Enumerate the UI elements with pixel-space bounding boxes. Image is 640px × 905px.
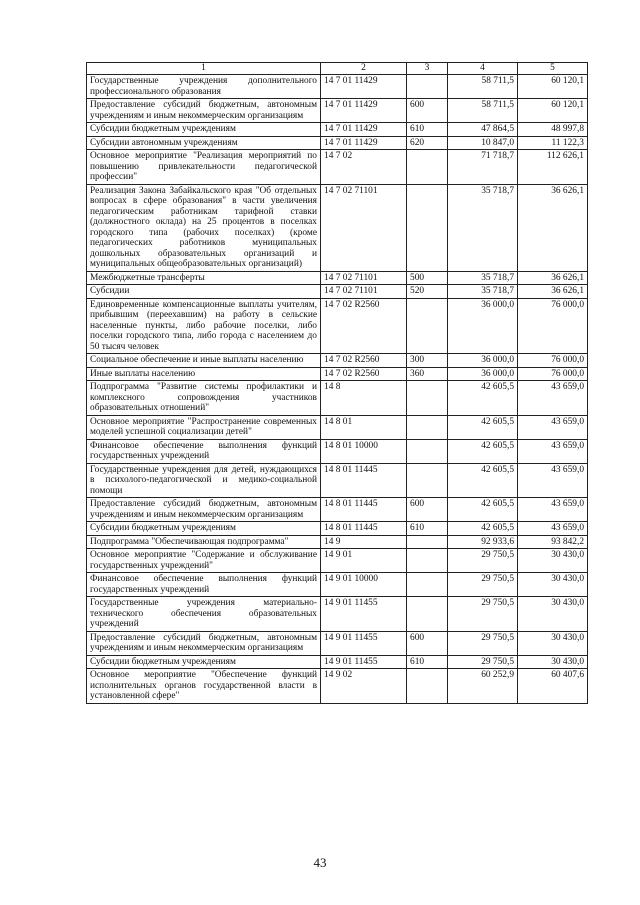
row-expense-type-cell: 610 [407, 655, 448, 669]
row-expense-type-cell [407, 298, 448, 354]
row-value-year1-cell: 58 711,5 [448, 99, 518, 123]
row-code-cell: 14 7 02 71101 [321, 271, 407, 285]
row-code-cell: 14 9 01 11455 [321, 655, 407, 669]
row-name-cell: Реализация Закона Забайкальского края "Об отдельных вопросах в сфере образования" в части увеличения педагогическим работникам тарифной ставки (должностного оклада) на 25 процентов в поселках городского типа (рабочих поселках) (кроме педагогических работников муниципальных дошкольных образовательных организаций и муниципальных общеобразовательных организаций) [87, 184, 321, 271]
row-code-cell: 14 7 02 71101 [321, 184, 407, 271]
row-value-year2-cell: 36 626,1 [518, 271, 588, 285]
row-expense-type-cell [407, 463, 448, 498]
row-value-year2-cell: 30 430,0 [518, 655, 588, 669]
row-name-cell: Финансовое обеспечение выполнения функций государственных учреждений [87, 573, 321, 597]
table-row [87, 655, 588, 669]
row-value-year2-cell: 30 430,0 [518, 573, 588, 597]
row-expense-type-cell [407, 669, 448, 704]
table-row [87, 367, 588, 381]
table-row [87, 498, 588, 522]
row-expense-type-cell [407, 573, 448, 597]
row-expense-type-cell: 620 [407, 136, 448, 150]
row-expense-type-cell [407, 381, 448, 416]
row-name-cell: Предоставление субсидий бюджетным, автономным учреждениям и иным некоммерческим организациям [87, 631, 321, 655]
row-name-cell: Подпрограмма "Обеспечивающая подпрограмма" [87, 535, 321, 549]
row-code-cell: 14 9 01 11455 [321, 631, 407, 655]
row-code-cell: 14 7 02 R2560 [321, 298, 407, 354]
row-code-cell: 14 7 01 11429 [321, 123, 407, 137]
row-value-year2-cell: 43 659,0 [518, 463, 588, 498]
row-value-year2-cell: 43 659,0 [518, 498, 588, 522]
row-name-cell: Государственные учреждения для детей, нуждающихся в психолого-педагогической и медико-социальной помощи [87, 463, 321, 498]
row-expense-type-cell [407, 75, 448, 99]
table-row [87, 150, 588, 185]
row-value-year2-cell: 60 120,1 [518, 75, 588, 99]
budget-table [86, 62, 588, 704]
row-expense-type-cell: 300 [407, 354, 448, 368]
table-row [87, 439, 588, 463]
row-expense-type-cell [407, 439, 448, 463]
row-code-cell: 14 7 01 11429 [321, 99, 407, 123]
header-col-1: 1 [87, 63, 321, 75]
row-value-year1-cell: 42 605,5 [448, 463, 518, 498]
row-code-cell: 14 8 01 10000 [321, 439, 407, 463]
row-code-cell: 14 7 01 11429 [321, 136, 407, 150]
row-value-year1-cell: 29 750,5 [448, 549, 518, 573]
header-col-3: 3 [407, 63, 448, 75]
row-value-year1-cell: 29 750,5 [448, 655, 518, 669]
row-value-year2-cell: 76 000,0 [518, 367, 588, 381]
row-value-year2-cell: 43 659,0 [518, 381, 588, 416]
row-expense-type-cell: 600 [407, 631, 448, 655]
row-name-cell: Основное мероприятие "Реализация мероприятий по повышению привлекательности педагогической профессии" [87, 150, 321, 185]
table-row [87, 535, 588, 549]
row-name-cell: Субсидии [87, 285, 321, 299]
row-expense-type-cell: 600 [407, 99, 448, 123]
row-code-cell: 14 7 02 71101 [321, 285, 407, 299]
row-value-year2-cell: 11 122,3 [518, 136, 588, 150]
row-expense-type-cell [407, 184, 448, 271]
row-code-cell: 14 8 01 [321, 415, 407, 439]
row-value-year1-cell: 29 750,5 [448, 597, 518, 632]
row-code-cell: 14 9 01 11455 [321, 597, 407, 632]
table-row [87, 298, 588, 354]
row-name-cell: Предоставление субсидий бюджетным, автономным учреждениям и иным некоммерческим организациям [87, 498, 321, 522]
row-code-cell: 14 8 01 11445 [321, 498, 407, 522]
row-value-year2-cell: 60 407,6 [518, 669, 588, 704]
row-value-year1-cell: 35 718,7 [448, 184, 518, 271]
row-code-cell: 14 8 01 11445 [321, 463, 407, 498]
row-name-cell: Финансовое обеспечение выполнения функций государственных учреждений [87, 439, 321, 463]
row-code-cell: 14 9 01 [321, 549, 407, 573]
row-name-cell: Межбюджетные трансферты [87, 271, 321, 285]
row-value-year2-cell: 112 626,1 [518, 150, 588, 185]
table-row [87, 271, 588, 285]
row-name-cell: Субсидии бюджетным учреждениям [87, 655, 321, 669]
row-name-cell: Субсидии бюджетным учреждениям [87, 522, 321, 536]
row-value-year1-cell: 42 605,5 [448, 498, 518, 522]
table-row [87, 597, 588, 632]
row-value-year2-cell: 93 842,2 [518, 535, 588, 549]
row-expense-type-cell: 360 [407, 367, 448, 381]
row-value-year1-cell: 42 605,5 [448, 381, 518, 416]
row-value-year1-cell: 36 000,0 [448, 354, 518, 368]
row-code-cell: 14 9 [321, 535, 407, 549]
row-value-year2-cell: 43 659,0 [518, 415, 588, 439]
row-name-cell: Субсидии автономным учреждениям [87, 136, 321, 150]
row-expense-type-cell: 520 [407, 285, 448, 299]
row-expense-type-cell: 610 [407, 522, 448, 536]
row-name-cell: Социальное обеспечение и иные выплаты населению [87, 354, 321, 368]
row-value-year2-cell: 43 659,0 [518, 439, 588, 463]
row-value-year1-cell: 42 605,5 [448, 522, 518, 536]
row-name-cell: Основное мероприятие "Содержание и обслуживание государственных учреждений" [87, 549, 321, 573]
row-code-cell: 14 9 02 [321, 669, 407, 704]
row-value-year1-cell: 42 605,5 [448, 439, 518, 463]
row-expense-type-cell: 500 [407, 271, 448, 285]
row-value-year1-cell: 36 000,0 [448, 298, 518, 354]
table-body [87, 75, 588, 704]
header-col-4: 4 [448, 63, 518, 75]
row-name-cell: Государственные учреждения дополнительного профессионального образования [87, 75, 321, 99]
row-value-year2-cell: 43 659,0 [518, 522, 588, 536]
row-expense-type-cell [407, 415, 448, 439]
row-value-year2-cell: 48 997,8 [518, 123, 588, 137]
table-row [87, 75, 588, 99]
row-value-year2-cell: 76 000,0 [518, 354, 588, 368]
row-name-cell: Единовременные компенсационные выплаты учителям, прибывшим (переехавшим) на работу в сельские населенные пункты, либо рабочие поселки, либо поселки городского типа, либо города с населением до 50 тысяч человек [87, 298, 321, 354]
row-name-cell: Подпрограмма "Развитие системы профилактики и комплексного сопровождения участников образовательных отношений" [87, 381, 321, 416]
table-row [87, 415, 588, 439]
row-code-cell: 14 9 01 10000 [321, 573, 407, 597]
row-value-year1-cell: 35 718,7 [448, 285, 518, 299]
row-code-cell: 14 8 [321, 381, 407, 416]
row-value-year1-cell: 10 847,0 [448, 136, 518, 150]
row-expense-type-cell [407, 150, 448, 185]
table-row [87, 573, 588, 597]
row-code-cell: 14 7 02 R2560 [321, 367, 407, 381]
row-value-year2-cell: 36 626,1 [518, 285, 588, 299]
row-value-year1-cell: 29 750,5 [448, 573, 518, 597]
row-value-year2-cell: 30 430,0 [518, 549, 588, 573]
row-expense-type-cell [407, 535, 448, 549]
table-row [87, 123, 588, 137]
header-col-5: 5 [518, 63, 588, 75]
row-expense-type-cell: 600 [407, 498, 448, 522]
header-col-2: 2 [321, 63, 407, 75]
row-value-year2-cell: 30 430,0 [518, 631, 588, 655]
row-name-cell: Субсидии бюджетным учреждениям [87, 123, 321, 137]
table-row [87, 285, 588, 299]
table-row [87, 631, 588, 655]
row-value-year1-cell: 71 718,7 [448, 150, 518, 185]
row-value-year1-cell: 29 750,5 [448, 631, 518, 655]
row-value-year1-cell: 47 864,5 [448, 123, 518, 137]
row-expense-type-cell [407, 597, 448, 632]
table-row [87, 669, 588, 704]
row-expense-type-cell: 610 [407, 123, 448, 137]
row-name-cell: Предоставление субсидий бюджетным, автономным учреждениям и иным некоммерческим организациям [87, 99, 321, 123]
row-name-cell: Государственные учреждения материально-технического обеспечения образовательных учреждений [87, 597, 321, 632]
table-row [87, 549, 588, 573]
row-code-cell: 14 7 01 11429 [321, 75, 407, 99]
page-number: 43 [313, 855, 327, 870]
row-code-cell: 14 7 02 R2560 [321, 354, 407, 368]
row-value-year1-cell: 35 718,7 [448, 271, 518, 285]
row-code-cell: 14 7 02 [321, 150, 407, 185]
row-name-cell: Основное мероприятие "Распространение современных моделей успешной социализации детей" [87, 415, 321, 439]
row-code-cell: 14 8 01 11445 [321, 522, 407, 536]
table-row [87, 99, 588, 123]
row-value-year2-cell: 30 430,0 [518, 597, 588, 632]
row-value-year2-cell: 36 626,1 [518, 184, 588, 271]
table-row [87, 184, 588, 271]
row-value-year2-cell: 76 000,0 [518, 298, 588, 354]
header-row [87, 63, 588, 75]
table-row [87, 354, 588, 368]
row-value-year1-cell: 42 605,5 [448, 415, 518, 439]
row-value-year1-cell: 92 933,6 [448, 535, 518, 549]
row-name-cell: Иные выплаты населению [87, 367, 321, 381]
row-value-year2-cell: 60 120,1 [518, 99, 588, 123]
row-expense-type-cell [407, 549, 448, 573]
row-value-year1-cell: 36 000,0 [448, 367, 518, 381]
table-row [87, 463, 588, 498]
table-row [87, 136, 588, 150]
table-row [87, 522, 588, 536]
row-name-cell: Основное мероприятие "Обеспечение функций исполнительных органов государственной власти в установленной сфере" [87, 669, 321, 704]
table-row [87, 381, 588, 416]
row-value-year1-cell: 58 711,5 [448, 75, 518, 99]
row-value-year1-cell: 60 252,9 [448, 669, 518, 704]
